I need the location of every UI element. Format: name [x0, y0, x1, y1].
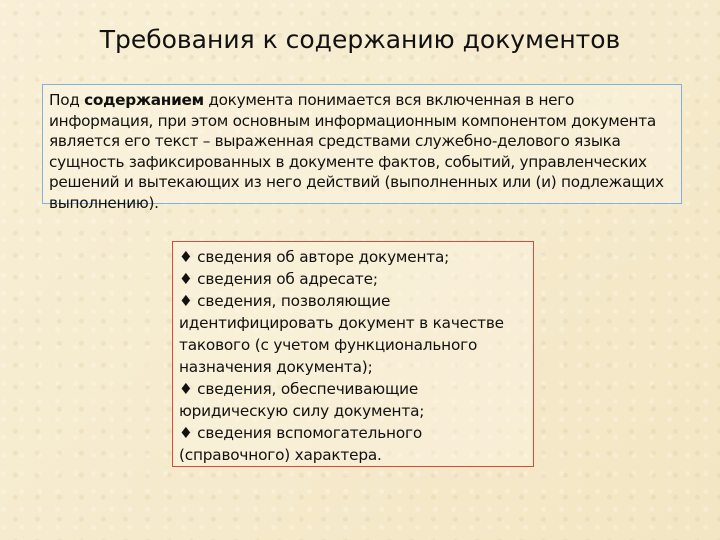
definition-term: содержанием [84, 91, 204, 109]
requirement-item: ♦ сведения, обеспечивающие юридическую силу документа; [179, 380, 425, 420]
requirements-list [179, 246, 527, 466]
page-title: Требования к содержанию документов [99, 25, 621, 54]
requirement-item: ♦ сведения, позволяющие идентифицировать документ в качестве такового (с учетом функционального назначения документа); [179, 292, 504, 376]
requirement-item: ♦ сведения вспомогательного (справочного) характера. [179, 424, 422, 464]
definition-text: документа понимается вся включенная в него информация, при этом основным информационным компонентом документа является его текст – выраженная средствами служебно-делового языка сущность зафиксированных в документе фактов, событий, управленческих решений и вытекающих из него действий (выполненных или (и) подлежащих выполнению). [49, 91, 664, 212]
definition-prefix: Под [49, 91, 85, 109]
requirements-box [172, 241, 534, 467]
requirement-item: ♦ сведения об авторе документа; [179, 248, 450, 266]
definition-paragraph [49, 90, 675, 213]
definition-box [42, 84, 682, 212]
requirement-item: ♦ сведения об адресате; [179, 270, 378, 288]
